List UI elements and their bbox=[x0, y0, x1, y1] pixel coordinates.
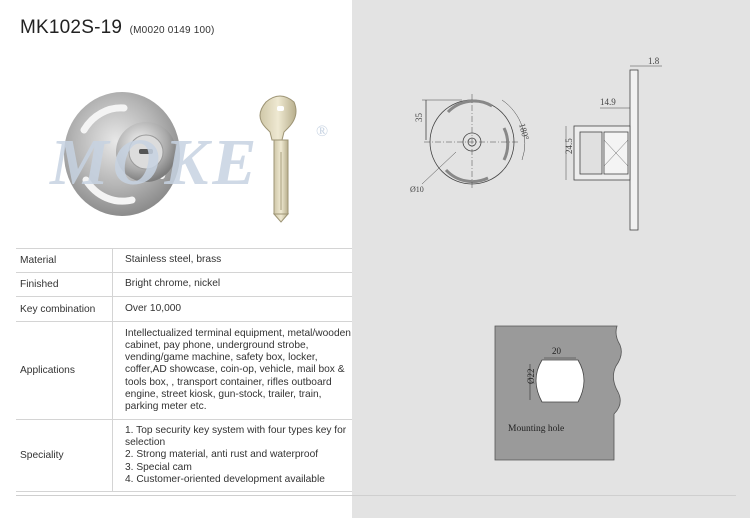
front-view-drawing bbox=[422, 94, 525, 190]
spec-value: Stainless steel, brass bbox=[113, 249, 353, 273]
dimension-drawing bbox=[352, 0, 750, 518]
dim-180-label: 180° bbox=[517, 122, 532, 142]
spec-value: Intellectualized terminal equipment, metal/wooden cabinet, pay phone, underground strobe, vending/game machine, safety box, locker, coffer,AD showcase, coin-op, vehicle, mail box & tools box, , transport container, rifles outboard engine, street kiosk, gun-stock, trailer, train, parking meter etc. bbox=[113, 322, 353, 420]
spec-label: Speciality bbox=[16, 420, 113, 492]
spec-label: Key combination bbox=[16, 297, 113, 322]
speciality-list bbox=[125, 425, 352, 486]
key-image bbox=[260, 96, 296, 222]
spec-row-key-combination bbox=[16, 297, 352, 322]
list-item: 2. Strong material, anti rust and waterproof bbox=[125, 449, 319, 461]
spec-label: Applications bbox=[16, 322, 113, 420]
mounting-hole-caption: Mounting hole bbox=[508, 424, 565, 434]
spec-row-material bbox=[16, 249, 352, 273]
list-item: 3. Special cam bbox=[125, 461, 192, 473]
side-view-drawing bbox=[566, 66, 662, 230]
spec-row-speciality bbox=[16, 420, 352, 492]
dim-1.8-label: 1.8 bbox=[648, 56, 660, 66]
spec-value: Bright chrome, nickel bbox=[113, 273, 353, 297]
dim-35-label: 35 bbox=[414, 113, 424, 122]
model-code: (M0020 0149 100) bbox=[129, 25, 215, 36]
dim-24.5-label: 24.5 bbox=[564, 138, 574, 154]
registered-mark: ® bbox=[316, 123, 329, 140]
spec-table bbox=[16, 248, 352, 492]
spec-value bbox=[113, 420, 353, 492]
page-title bbox=[20, 17, 215, 39]
spec-label: Material bbox=[16, 249, 113, 273]
spec-value: Over 10,000 bbox=[113, 297, 353, 322]
spec-row-finished bbox=[16, 273, 352, 297]
list-item: 1. Top security key system with four types key for selection bbox=[125, 424, 347, 449]
dim-14.9-label: 14.9 bbox=[600, 97, 616, 107]
model-name: MK102S-19 bbox=[20, 17, 123, 38]
list-item: 4. Customer-oriented development available bbox=[125, 473, 325, 485]
mounting-dim-20: 20 bbox=[552, 346, 561, 356]
product-photo bbox=[40, 72, 350, 232]
brand-watermark: MOKE bbox=[50, 126, 261, 199]
spec-row-applications bbox=[16, 322, 352, 420]
mounting-dim-phi22: Ø22 bbox=[526, 368, 536, 384]
dim-phi10-label: Ø10 bbox=[410, 185, 424, 194]
spec-label: Finished bbox=[16, 273, 113, 297]
